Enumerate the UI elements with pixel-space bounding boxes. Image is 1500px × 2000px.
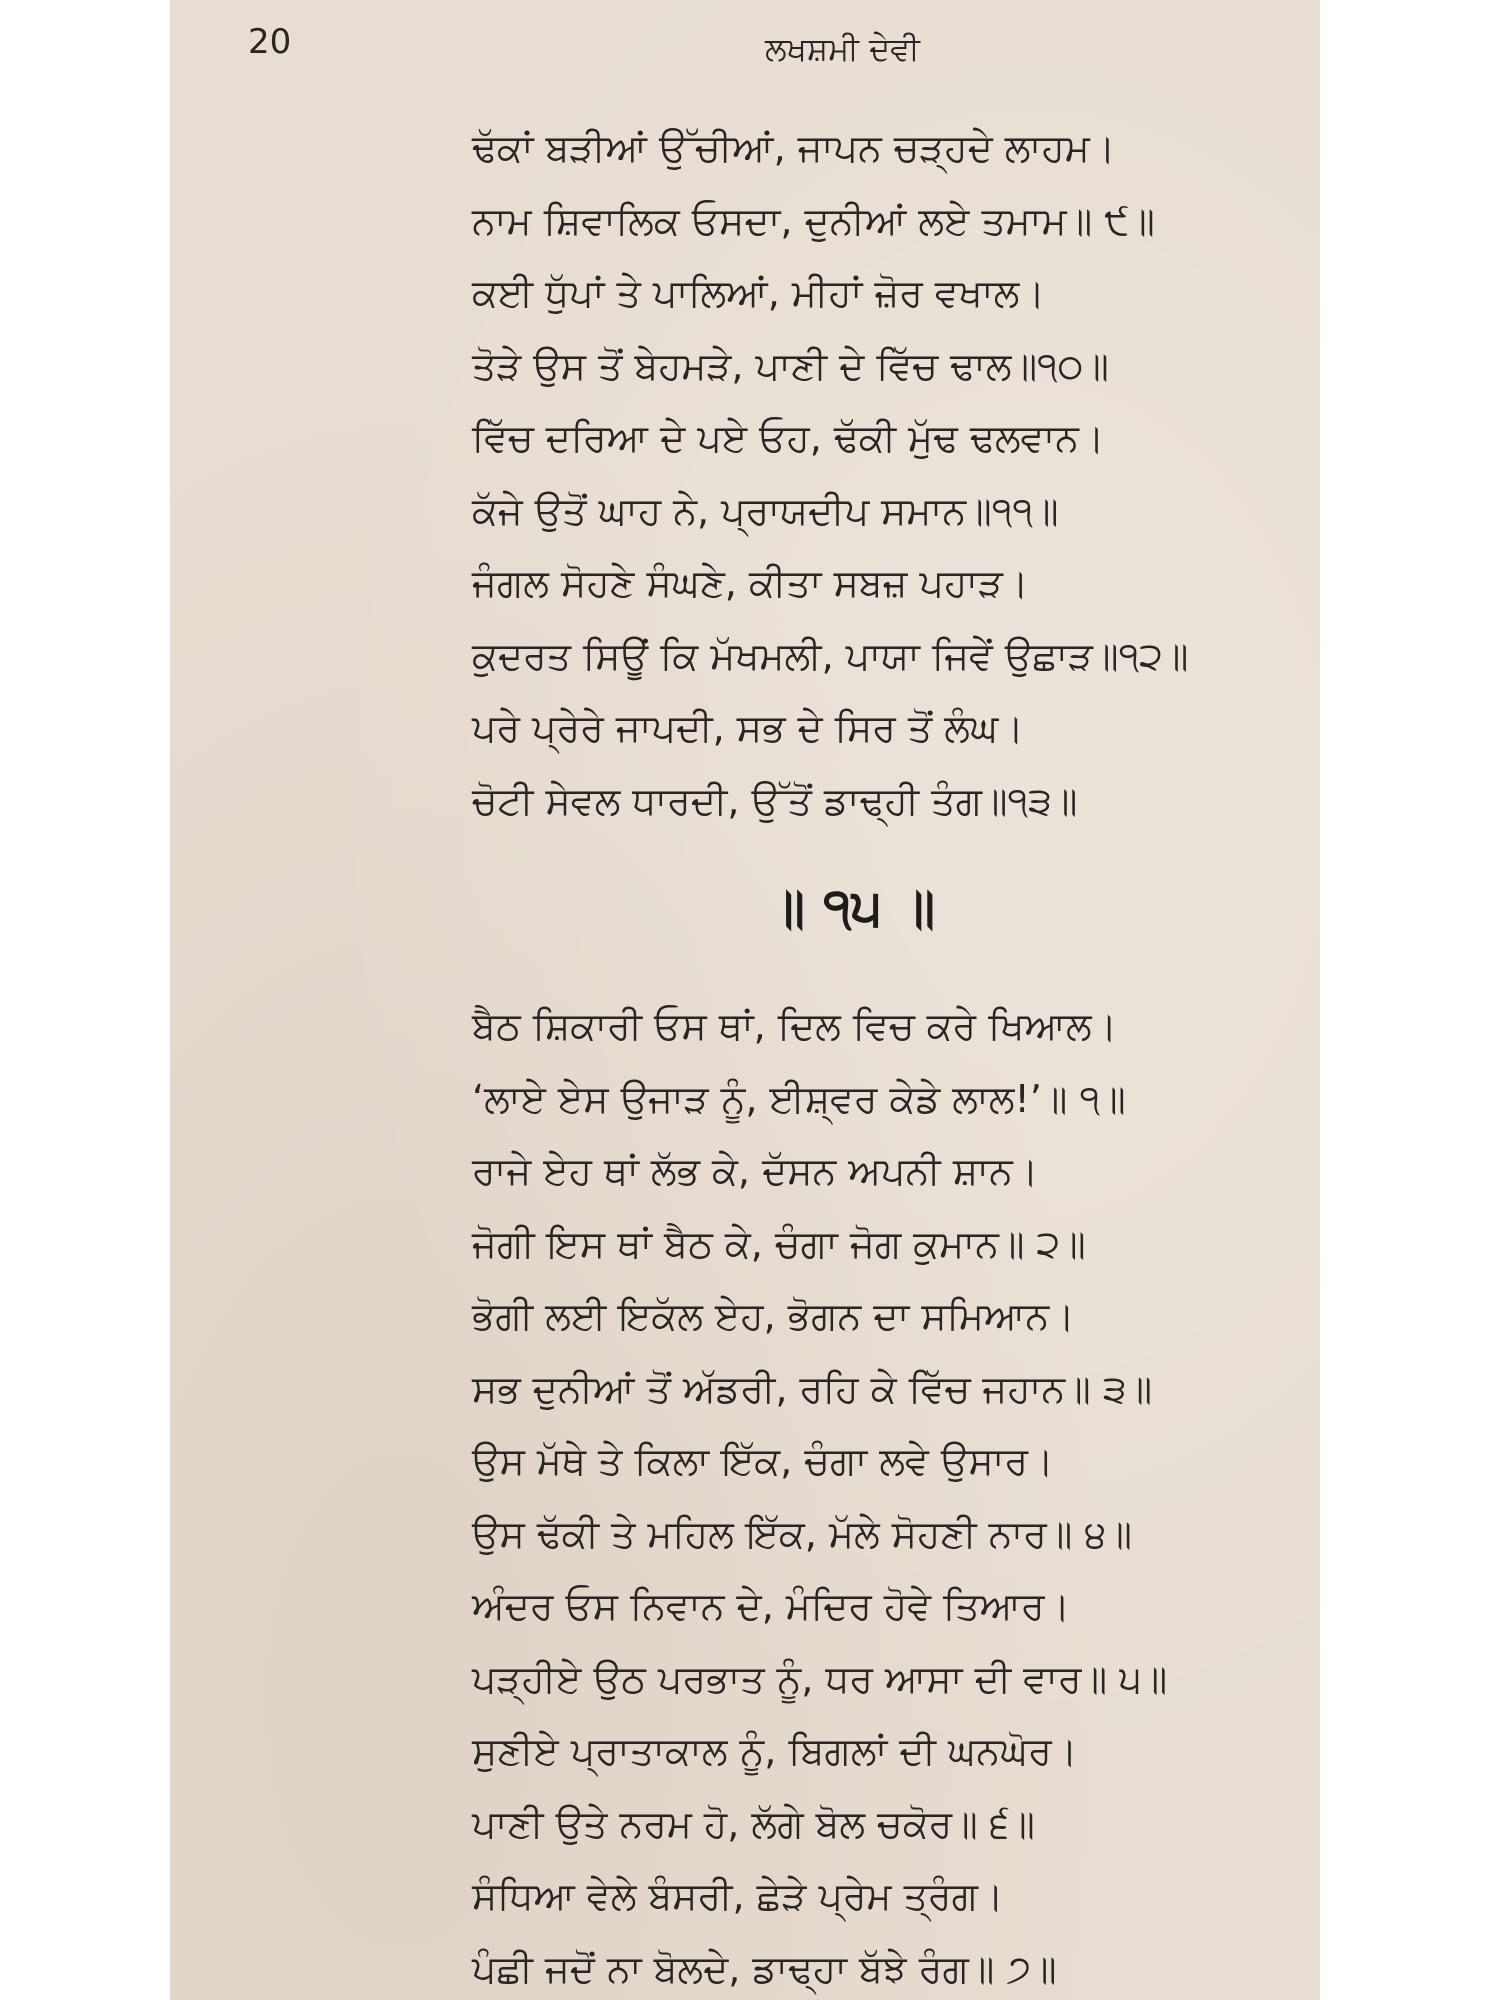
verse-block-top <box>472 112 1212 837</box>
verse-line: ਵਿੱਚ ਦਰਿਆ ਦੇ ਪਏ ਓਹ, ਢੱਕੀ ਮੁੱਢ ਢਲਵਾਨ। <box>472 416 1105 460</box>
verse-line: ਸਭ ਦੁਨੀਆਂ ਤੋਂ ਅੱਡਰੀ, ਰਹਿ ਕੇ ਵਿੱਚ ਜਹਾਨ॥ ੩॥ <box>472 1366 1153 1411</box>
section-number: ॥ ੧੫ ॥ <box>770 878 936 938</box>
verse-line: ਜੰਗਲ ਸੋਹਣੇ ਸੰਘਣੇ, ਕੀਤਾ ਸਬਜ਼ ਪਹਾੜ। <box>472 561 1029 605</box>
verse-line: ਕਈ ਧੁੱਪਾਂ ਤੇ ਪਾਲਿਆਂ, ਮੀਹਾਂ ਜ਼ੋਰ ਵਖਾਲ। <box>472 271 1045 315</box>
verse-line: ਪੰਛੀ ਜਦੋਂ ਨਾ ਬੋਲਦੇ, ਡਾਢ੍ਹਾ ਬੱਝੇ ਰੰਗ॥ ੭॥ <box>472 1946 1057 1991</box>
verse-line: ਰਾਜੇ ਏਹ ਥਾਂ ਲੱਭ ਕੇ, ਦੱਸਨ ਅਪਨੀ ਸ਼ਾਨ। <box>472 1149 1039 1193</box>
verse-line: ਸੰਧਿਆ ਵੇਲੇ ਬੰਸਰੀ, ਛੇੜੇ ਪ੍ਰੇਮ ਤ੍ਰੰਗ। <box>472 1874 1004 1918</box>
verse-line: ਉਸ ਮੱਥੇ ਤੇ ਕਿਲਾ ਇੱਕ, ਚੰਗਾ ਲਵੇ ਉਸਾਰ। <box>472 1439 1054 1483</box>
verse-line: ਉਸ ਢੱਕੀ ਤੇ ਮਹਿਲ ਇੱਕ, ਮੱਲੇ ਸੋਹਣੀ ਨਾਰ॥ ੪॥ <box>472 1511 1132 1556</box>
verse-line: ਪੜ੍ਹੀਏ ਉਠ ਪਰਭਾਤ ਨੂੰ, ਧਰ ਆਸਾ ਦੀ ਵਾਰ॥ ੫॥ <box>472 1656 1168 1701</box>
verse-line: ਪਰੇ ਪ੍ਰੇਰੇ ਜਾਪਦੀ, ਸਭ ਦੇ ਸਿਰ ਤੋਂ ਲੰਘ। <box>472 706 1024 750</box>
verse-line: ਨਾਮ ਸ਼ਿਵਾਲਿਕ ਓਸਦਾ, ਦੁਨੀਆਂ ਲਏ ਤਮਾਮ॥ ੯॥ <box>472 198 1155 243</box>
verse-line: ‘ਲਾਏ ਏਸ ਉਜਾੜ ਨੂੰ, ਈਸ਼੍ਵਰ ਕੇਡੇ ਲਾਲ!’॥ ੧॥ <box>472 1076 1126 1121</box>
page-number: 20 <box>248 22 292 62</box>
book-page <box>170 0 1320 2000</box>
verse-line: ਕੁਦਰਤ ਸਿਊਂ ਕਿ ਮੱਖਮਲੀ, ਪਾਯਾ ਜਿਵੇਂ ਉਛਾੜ॥੧੨॥ <box>472 633 1189 678</box>
verse-line: ਅੰਦਰ ਓਸ ਨਿਵਾਨ ਦੇ, ਮੰਦਿਰ ਹੋਵੇ ਤਿਆਰ। <box>472 1584 1071 1628</box>
running-title: ਲਖਸ਼ਮੀ ਦੇਵੀ <box>765 30 920 68</box>
verse-line: ਤੋੜੇ ਉਸ ਤੋਂ ਬੇਹਮੜੇ, ਪਾਣੀ ਦੇ ਵਿੱਚ ਢਾਲ॥੧੦॥ <box>472 343 1109 388</box>
verse-block-bottom <box>472 990 1212 2000</box>
verse-line: ਚੋਟੀ ਸੇਵਲ ਧਾਰਦੀ, ਉੱਤੋਂ ਡਾਢ੍ਹੀ ਤੰਗ॥੧੩॥ <box>472 778 1078 823</box>
verse-line: ਕੱਜੇ ਉਤੋਂ ਘਾਹ ਨੇ, ਪ੍ਰਾਯਦੀਪ ਸਮਾਨ॥੧੧॥ <box>472 488 1059 533</box>
verse-line: ਬੈਠ ਸ਼ਿਕਾਰੀ ਓਸ ਥਾਂ, ਦਿਲ ਵਿਚ ਕਰੇ ਖਿਆਲ। <box>472 1004 1118 1048</box>
verse-line: ਜੋਗੀ ਇਸ ਥਾਂ ਬੈਠ ਕੇ, ਚੰਗਾ ਜੋਗ ਕੁਮਾਨ॥ ੨॥ <box>472 1221 1086 1266</box>
verse-line: ਢੱਕਾਂ ਬੜੀਆਂ ਉੱਚੀਆਂ, ਜਾਪਨ ਚੜ੍ਹਦੇ ਲਾਹਮ। <box>472 126 1116 170</box>
verse-line: ਪਾਣੀ ਉਤੇ ਨਰਮ ਹੋ, ਲੱਗੇ ਬੋਲ ਚਕੋਰ॥ ੬॥ <box>472 1801 1035 1846</box>
verse-line: ਸੁਣੀਏ ਪ੍ਰਾਤਾਕਾਲ ਨੂੰ, ਬਿਗਲਾਂ ਦੀ ਘਨਘੋਰ। <box>472 1729 1078 1773</box>
verse-line: ਭੋਗੀ ਲਈ ਇਕੱਲ ਏਹ, ਭੋਗਨ ਦਾ ਸਮਿਆਨ। <box>472 1294 1075 1338</box>
